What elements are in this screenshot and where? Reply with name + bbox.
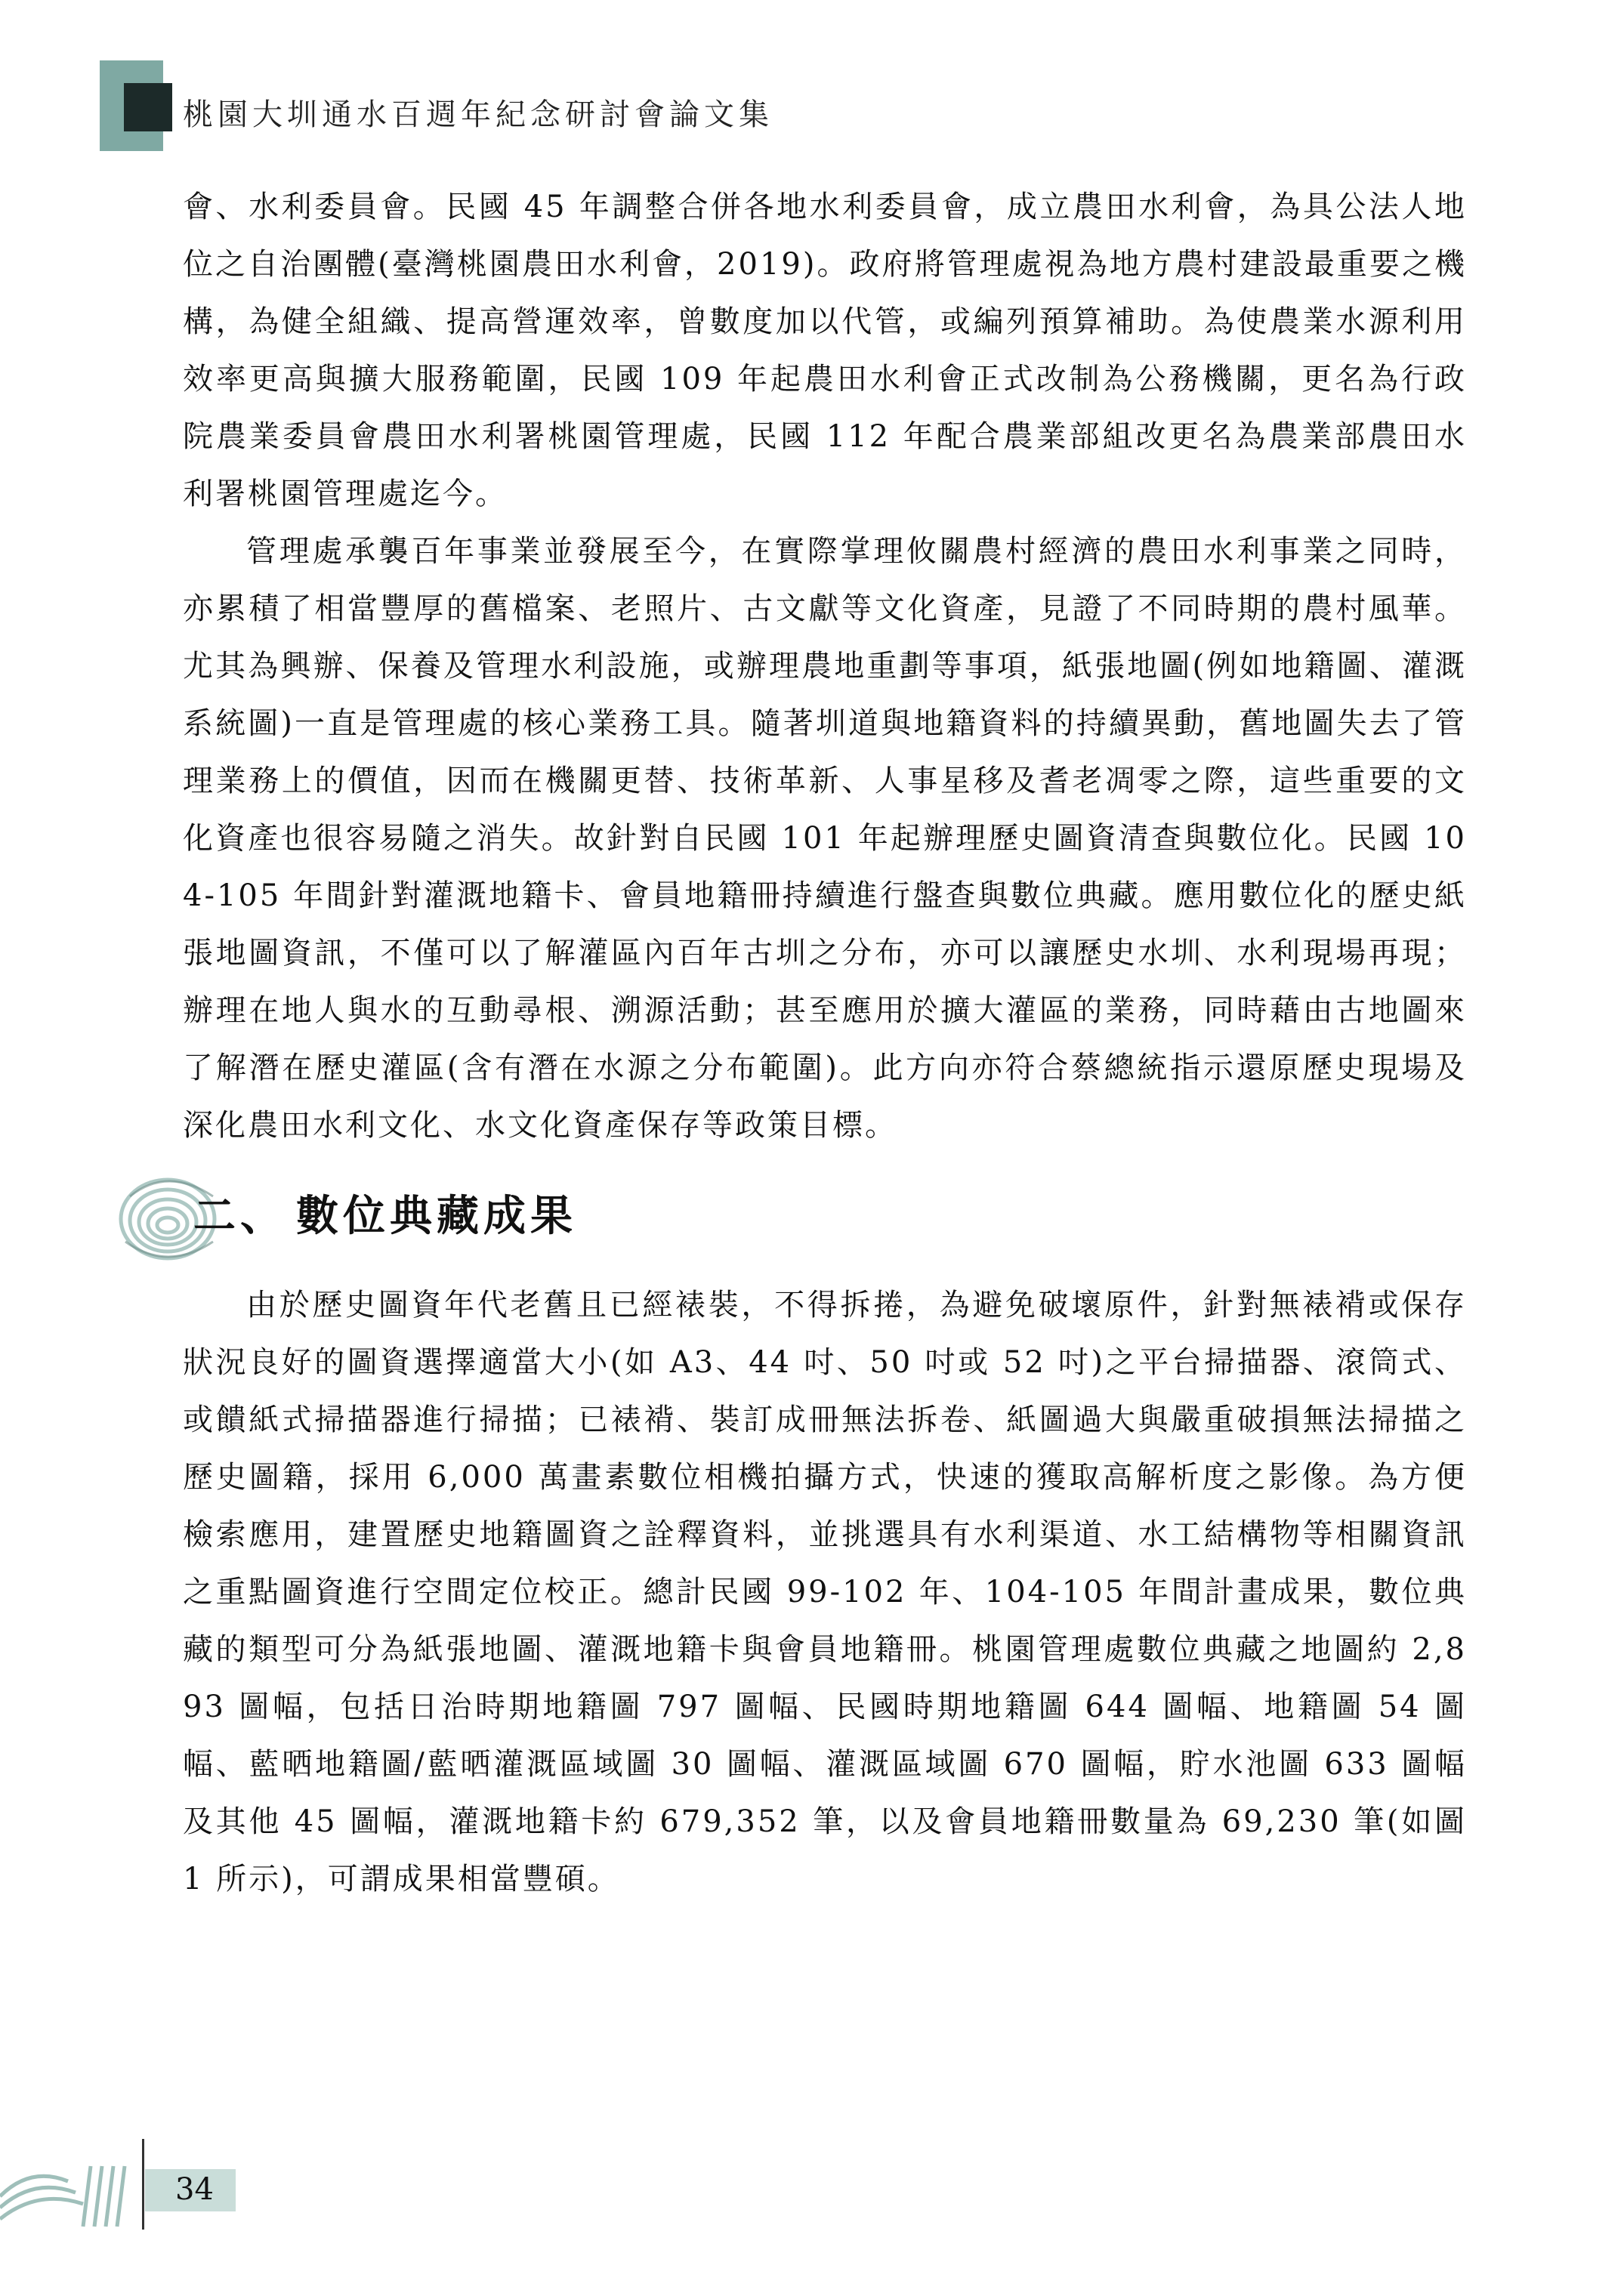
page-content bbox=[183, 178, 1467, 1908]
section-heading bbox=[183, 1163, 1467, 1269]
section-number: 二、 bbox=[193, 1191, 287, 1241]
wave-lines-icon bbox=[0, 2151, 136, 2234]
paragraph-continued: 會、水利委員會。民國 45 年調整合併各地水利委員會，成立農田水利會，為具公法人地位之自治團體(臺灣桃園農田水利會，2019)。政府將管理處視為地方農村建設最重要之機構，為健全組織、提高營運效率，曾數度加以代管，或編列預算補助。為使農業水源利用效率更高與擴大服務範圍，民國 109 年起農田水利會正式改制為公務機關，更名為行政院農業委員會農田水利署桃園管理處，民國 112 年配合農業部組改更名為農業部農田水利署桃園管理處迄今。 bbox=[183, 190, 1467, 511]
running-header-title: 桃園大圳通水百週年紀念研討會論文集 bbox=[183, 97, 773, 132]
header-accent-square bbox=[124, 83, 172, 131]
page-number: 34 bbox=[175, 2172, 214, 2207]
paragraph-archives: 管理處承襲百年事業並發展至今，在實際掌理攸關農村經濟的農田水利事業之同時，亦累積了相當豐厚的舊檔案、老照片、古文獻等文化資產，見證了不同時期的農村風華。尤其為興辦、保養及管理水利設施，或辦理農地重劃等事項，紙張地圖(例如地籍圖、灌溉系統圖)一直是管理處的核心業務工具。隨著圳道與地籍資料的持續異動，舊地圖失去了管理業務上的價值，因而在機關更替、技術革新、人事星移及耆老凋零之際，這些重要的文化資產也很容易隨之消失。故針對自民國 101 年起辦理歷史圖資清查與數位化。民國 104-105 年間針對灌溉地籍卡、會員地籍冊持續進行盤查與數位典藏。應用數位化的歷史紙張地圖資訊，不僅可以了解灌區內百年古圳之分布，亦可以讓歷史水圳、水利現場再現；辦理在地人與水的互動尋根、溯源活動；甚至應用於擴大灌區的業務，同時藉由古地圖來了解潛在歷史灌區(含有潛在水源之分布範圍)。此方向亦符合蔡總統指示還原歷史現場及深化農田水利文化、水文化資產保存等政策目標。 bbox=[183, 534, 1467, 1143]
paragraph-results: 由於歷史圖資年代老舊且已經裱裝，不得拆捲，為避免破壞原件，針對無裱褙或保存狀況良好的圖資選擇適當大小(如 A3、44 吋、50 吋或 52 吋)之平台掃描器、滾筒式、或饋紙式掃描器進行掃描；已裱褙、裝訂成冊無法拆卷、紙圖過大與嚴重破損無法掃描之歷史圖籍，採用 6,000 萬畫素數位相機拍攝方式，快速的獲取高解析度之影像。為方便檢索應用，建置歷史地籍圖資之詮釋資料，並挑選具有水利渠道、水工結構物等相關資訊之重點圖資進行空間定位校正。總計民國 99-102 年、104-105 年間計畫成果，數位典藏的類型可分為紙張地圖、灌溉地籍卡與會員地籍冊。桃園管理處數位典藏之地圖約 2,893 圖幅，包括日治時期地籍圖 797 圖幅、民國時期地籍圖 644 圖幅、地籍圖 54 圖幅、藍晒地籍圖/藍晒灌溉區域圖 30 圖幅、灌溉區域圖 670 圖幅，貯水池圖 633 圖幅及其他 45 圖幅，灌溉地籍卡約 679,352 筆，以及會員地籍冊數量為 69,230 筆(如圖 1 所示)，可謂成果相當豐碩。 bbox=[183, 1288, 1467, 1896]
footer-divider bbox=[142, 2139, 144, 2230]
section-title: 數位典藏成果 bbox=[296, 1191, 577, 1241]
